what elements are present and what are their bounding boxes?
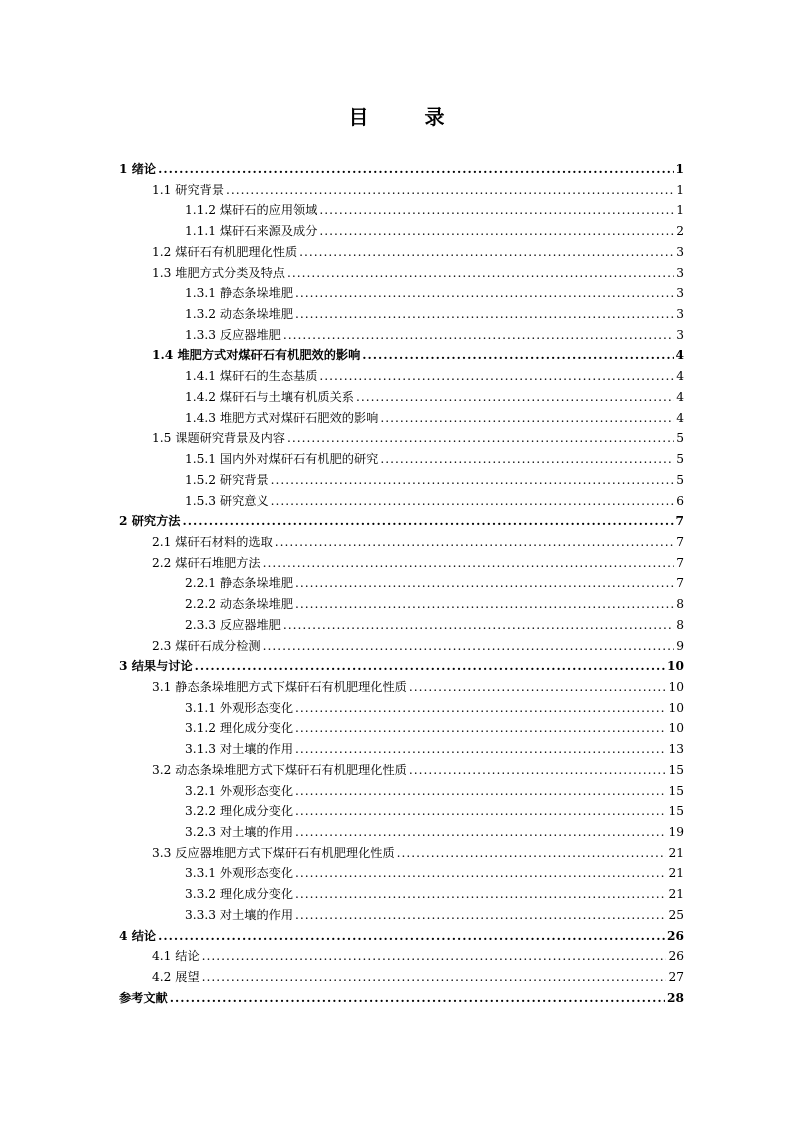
toc-dot-leader — [356, 387, 674, 408]
toc-entry-label: 1.3 堆肥方式分类及特点 — [152, 265, 285, 280]
toc-entry[interactable] — [119, 884, 684, 905]
toc-entry-label: 4 结论 — [119, 928, 157, 943]
toc-entry-label: 3.3 反应器堆肥方式下煤矸石有机肥理化性质 — [152, 845, 395, 860]
toc-entry-label: 3.2.3 对土壤的作用 — [185, 825, 294, 839]
toc-dot-leader — [319, 221, 674, 242]
toc-dot-leader — [319, 366, 674, 387]
toc-dot-leader — [263, 553, 675, 574]
toc-entry[interactable] — [119, 615, 684, 636]
toc-entry[interactable] — [119, 428, 684, 449]
toc-entry-label: 1.1.2 煤矸石的应用领域 — [185, 203, 318, 218]
toc-entry-label: 1.3.1 静态条垛堆肥 — [185, 286, 294, 301]
toc-page-number: 4 — [676, 369, 684, 384]
toc-entry[interactable] — [119, 656, 684, 677]
toc-page-number: 13 — [668, 742, 684, 757]
toc-dot-leader — [295, 863, 666, 884]
toc-entry[interactable] — [119, 801, 684, 822]
toc-entry-label: 2.2.2 动态条垛堆肥 — [185, 597, 294, 612]
toc-dot-leader — [362, 345, 673, 366]
toc-page-number: 3 — [676, 327, 684, 342]
toc-page-number: 21 — [668, 845, 684, 860]
toc-entry[interactable] — [119, 180, 684, 201]
toc-dot-leader — [170, 988, 665, 1009]
toc-dot-leader — [299, 242, 674, 263]
toc-title: 目 录 — [348, 105, 463, 129]
toc-dot-leader — [295, 822, 666, 843]
toc-entry-label: 1.5 课题研究背景及内容 — [152, 431, 285, 446]
toc-dot-leader — [226, 180, 674, 201]
toc-page-number: 3 — [676, 286, 684, 301]
toc-entry[interactable] — [119, 988, 684, 1009]
toc-page-number: 15 — [668, 804, 684, 819]
toc-page-number: 26 — [668, 949, 684, 964]
toc-page-number: 1 — [676, 203, 684, 218]
toc-page-number: 1 — [675, 162, 684, 176]
toc-entry[interactable] — [119, 263, 684, 284]
toc-entry-label: 3.1.2 理化成分变化 — [185, 721, 294, 736]
toc-page-number: 6 — [676, 493, 684, 508]
toc-entry[interactable] — [119, 159, 684, 180]
toc-entry[interactable] — [119, 822, 684, 843]
toc-entry[interactable] — [119, 366, 684, 387]
toc-entry[interactable] — [119, 760, 684, 781]
toc-page-number: 5 — [676, 452, 684, 467]
toc-page-number: 4 — [675, 348, 684, 363]
toc-page-number: 28 — [667, 990, 684, 1005]
toc-entry-label: 2 研究方法 — [119, 514, 181, 529]
toc-entry[interactable] — [119, 926, 684, 947]
toc-entry-label: 3 结果与讨论 — [119, 659, 193, 674]
toc-page-number: 2 — [676, 224, 684, 239]
toc-entry[interactable] — [119, 573, 684, 594]
toc-entry[interactable] — [119, 221, 684, 242]
toc-entry-label: 1.5.2 研究背景 — [185, 472, 269, 487]
toc-dot-leader — [295, 884, 666, 905]
toc-page-number: 15 — [668, 762, 684, 777]
toc-page-number: 7 — [676, 534, 684, 549]
toc-entry[interactable] — [119, 863, 684, 884]
toc-entry[interactable] — [119, 200, 684, 221]
toc-entry[interactable] — [119, 636, 684, 657]
toc-entry-label: 2.3 煤矸石成分检测 — [152, 638, 261, 653]
toc-dot-leader — [182, 511, 673, 532]
toc-entry[interactable] — [119, 511, 684, 532]
toc-entry[interactable] — [119, 967, 684, 988]
toc-dot-leader — [202, 967, 667, 988]
toc-entry[interactable] — [119, 470, 684, 491]
toc-list — [119, 159, 684, 1008]
toc-entry-label: 1.2 煤矸石有机肥理化性质 — [152, 244, 298, 259]
toc-page-number: 25 — [668, 907, 684, 922]
toc-dot-leader — [158, 926, 665, 947]
toc-entry-label: 3.1.3 对土壤的作用 — [185, 742, 294, 757]
toc-entry-label: 4.1 结论 — [152, 949, 200, 964]
toc-dot-leader — [295, 304, 674, 325]
toc-page-number: 3 — [676, 244, 684, 259]
toc-entry-label: 3.2.2 理化成分变化 — [185, 804, 294, 819]
toc-dot-leader — [283, 615, 674, 636]
toc-page-number: 4 — [676, 410, 684, 425]
toc-page-number: 27 — [668, 970, 684, 985]
toc-entry-label: 1.3.2 动态条垛堆肥 — [185, 307, 294, 322]
toc-page-number: 10 — [668, 679, 684, 694]
toc-entry-label: 3.3.1 外观形态变化 — [185, 866, 294, 881]
toc-dot-leader — [397, 843, 667, 864]
toc-dot-leader — [263, 636, 675, 657]
toc-entry-label: 1 绪论 — [119, 162, 157, 176]
toc-entry[interactable] — [119, 905, 684, 926]
toc-page-number: 7 — [676, 555, 684, 570]
toc-entry[interactable] — [119, 283, 684, 304]
toc-dot-leader — [195, 656, 665, 677]
toc-dot-leader — [409, 760, 667, 781]
toc-entry-label: 2.3.3 反应器堆肥 — [185, 617, 281, 632]
toc-page-number: 3 — [676, 307, 684, 322]
toc-entry[interactable] — [119, 491, 684, 512]
toc-dot-leader — [295, 573, 674, 594]
toc-entry[interactable] — [119, 843, 684, 864]
toc-entry[interactable] — [119, 345, 684, 366]
toc-entry-label: 1.3.3 反应器堆肥 — [185, 327, 281, 342]
toc-entry-label: 4.2 展望 — [152, 970, 200, 985]
toc-entry[interactable] — [119, 677, 684, 698]
toc-entry-label: 1.5.3 研究意义 — [185, 493, 269, 508]
toc-dot-leader — [295, 698, 666, 719]
toc-entry[interactable] — [119, 698, 684, 719]
toc-dot-leader — [295, 718, 666, 739]
toc-dot-leader — [380, 408, 674, 429]
toc-entry[interactable] — [119, 594, 684, 615]
toc-entry-label: 3.3.3 对土壤的作用 — [185, 907, 294, 922]
toc-page-number: 3 — [676, 265, 684, 280]
toc-entry-label: 3.3.2 理化成分变化 — [185, 887, 294, 902]
toc-entry[interactable] — [119, 449, 684, 470]
toc-dot-leader — [295, 905, 666, 926]
toc-entry-label: 1.4.3 堆肥方式对煤矸石肥效的影响 — [185, 410, 379, 425]
toc-entry[interactable] — [119, 387, 684, 408]
toc-dot-leader — [295, 594, 674, 615]
toc-entry[interactable] — [119, 408, 684, 429]
toc-entry-label: 3.2 动态条垛堆肥方式下煤矸石有机肥理化性质 — [152, 762, 407, 777]
toc-entry-label: 1.1.1 煤矸石来源及成分 — [185, 224, 318, 239]
toc-entry-label: 1.5.1 国内外对煤矸石有机肥的研究 — [185, 452, 379, 467]
toc-page-number: 21 — [668, 866, 684, 881]
toc-dot-leader — [295, 283, 674, 304]
toc-page-number: 10 — [667, 659, 684, 674]
toc-entry-label: 2.2 煤矸石堆肥方法 — [152, 555, 261, 570]
toc-entry-label: 2.1 煤矸石材料的选取 — [152, 534, 273, 549]
toc-dot-leader — [319, 200, 674, 221]
toc-dot-leader — [283, 325, 674, 346]
toc-entry[interactable] — [119, 718, 684, 739]
toc-dot-leader — [287, 263, 674, 284]
toc-page-number: 5 — [676, 431, 684, 446]
toc-page-number: 8 — [676, 617, 684, 632]
toc-page-number: 26 — [667, 928, 684, 943]
toc-entry[interactable] — [119, 325, 684, 346]
toc-dot-leader — [275, 532, 674, 553]
toc-page-number: 5 — [676, 472, 684, 487]
toc-entry[interactable] — [119, 553, 684, 574]
toc-entry-label: 3.1.1 外观形态变化 — [185, 700, 294, 715]
toc-page-number: 4 — [676, 389, 684, 404]
toc-dot-leader — [158, 159, 673, 180]
toc-dot-leader — [202, 946, 667, 967]
toc-page-number: 7 — [675, 514, 684, 529]
toc-dot-leader — [295, 739, 666, 760]
toc-page-number: 1 — [676, 182, 684, 197]
toc-dot-leader — [287, 428, 674, 449]
toc-entry-label: 3.2.1 外观形态变化 — [185, 783, 294, 798]
toc-entry-label: 1.4.2 煤矸石与土壤有机质关系 — [185, 389, 354, 404]
toc-dot-leader — [380, 449, 674, 470]
toc-entry-label: 1.4 堆肥方式对煤矸石有机肥效的影响 — [152, 348, 361, 363]
toc-dot-leader — [295, 781, 666, 802]
toc-entry-label: 1.1 研究背景 — [152, 182, 225, 197]
toc-entry[interactable] — [119, 304, 684, 325]
toc-page-number: 19 — [668, 825, 684, 839]
toc-dot-leader — [271, 470, 675, 491]
toc-dot-leader — [271, 491, 675, 512]
toc-page-number: 9 — [676, 638, 684, 653]
toc-page-number: 8 — [676, 597, 684, 612]
toc-entry[interactable] — [119, 532, 684, 553]
toc-entry[interactable] — [119, 781, 684, 802]
toc-entry-label: 1.4.1 煤矸石的生态基质 — [185, 369, 318, 384]
toc-page-number: 10 — [668, 700, 684, 715]
toc-page-number: 10 — [668, 721, 684, 736]
toc-entry-label: 3.1 静态条垛堆肥方式下煤矸石有机肥理化性质 — [152, 679, 407, 694]
toc-dot-leader — [295, 801, 666, 822]
toc-dot-leader — [409, 677, 667, 698]
toc-entry-label: 参考文献 — [119, 990, 168, 1005]
toc-entry[interactable] — [119, 946, 684, 967]
toc-entry[interactable] — [119, 739, 684, 760]
toc-page-number: 15 — [668, 783, 684, 798]
toc-page-number: 7 — [676, 576, 684, 591]
toc-page-number: 21 — [668, 887, 684, 902]
toc-entry[interactable] — [119, 242, 684, 263]
toc-entry-label: 2.2.1 静态条垛堆肥 — [185, 576, 294, 591]
